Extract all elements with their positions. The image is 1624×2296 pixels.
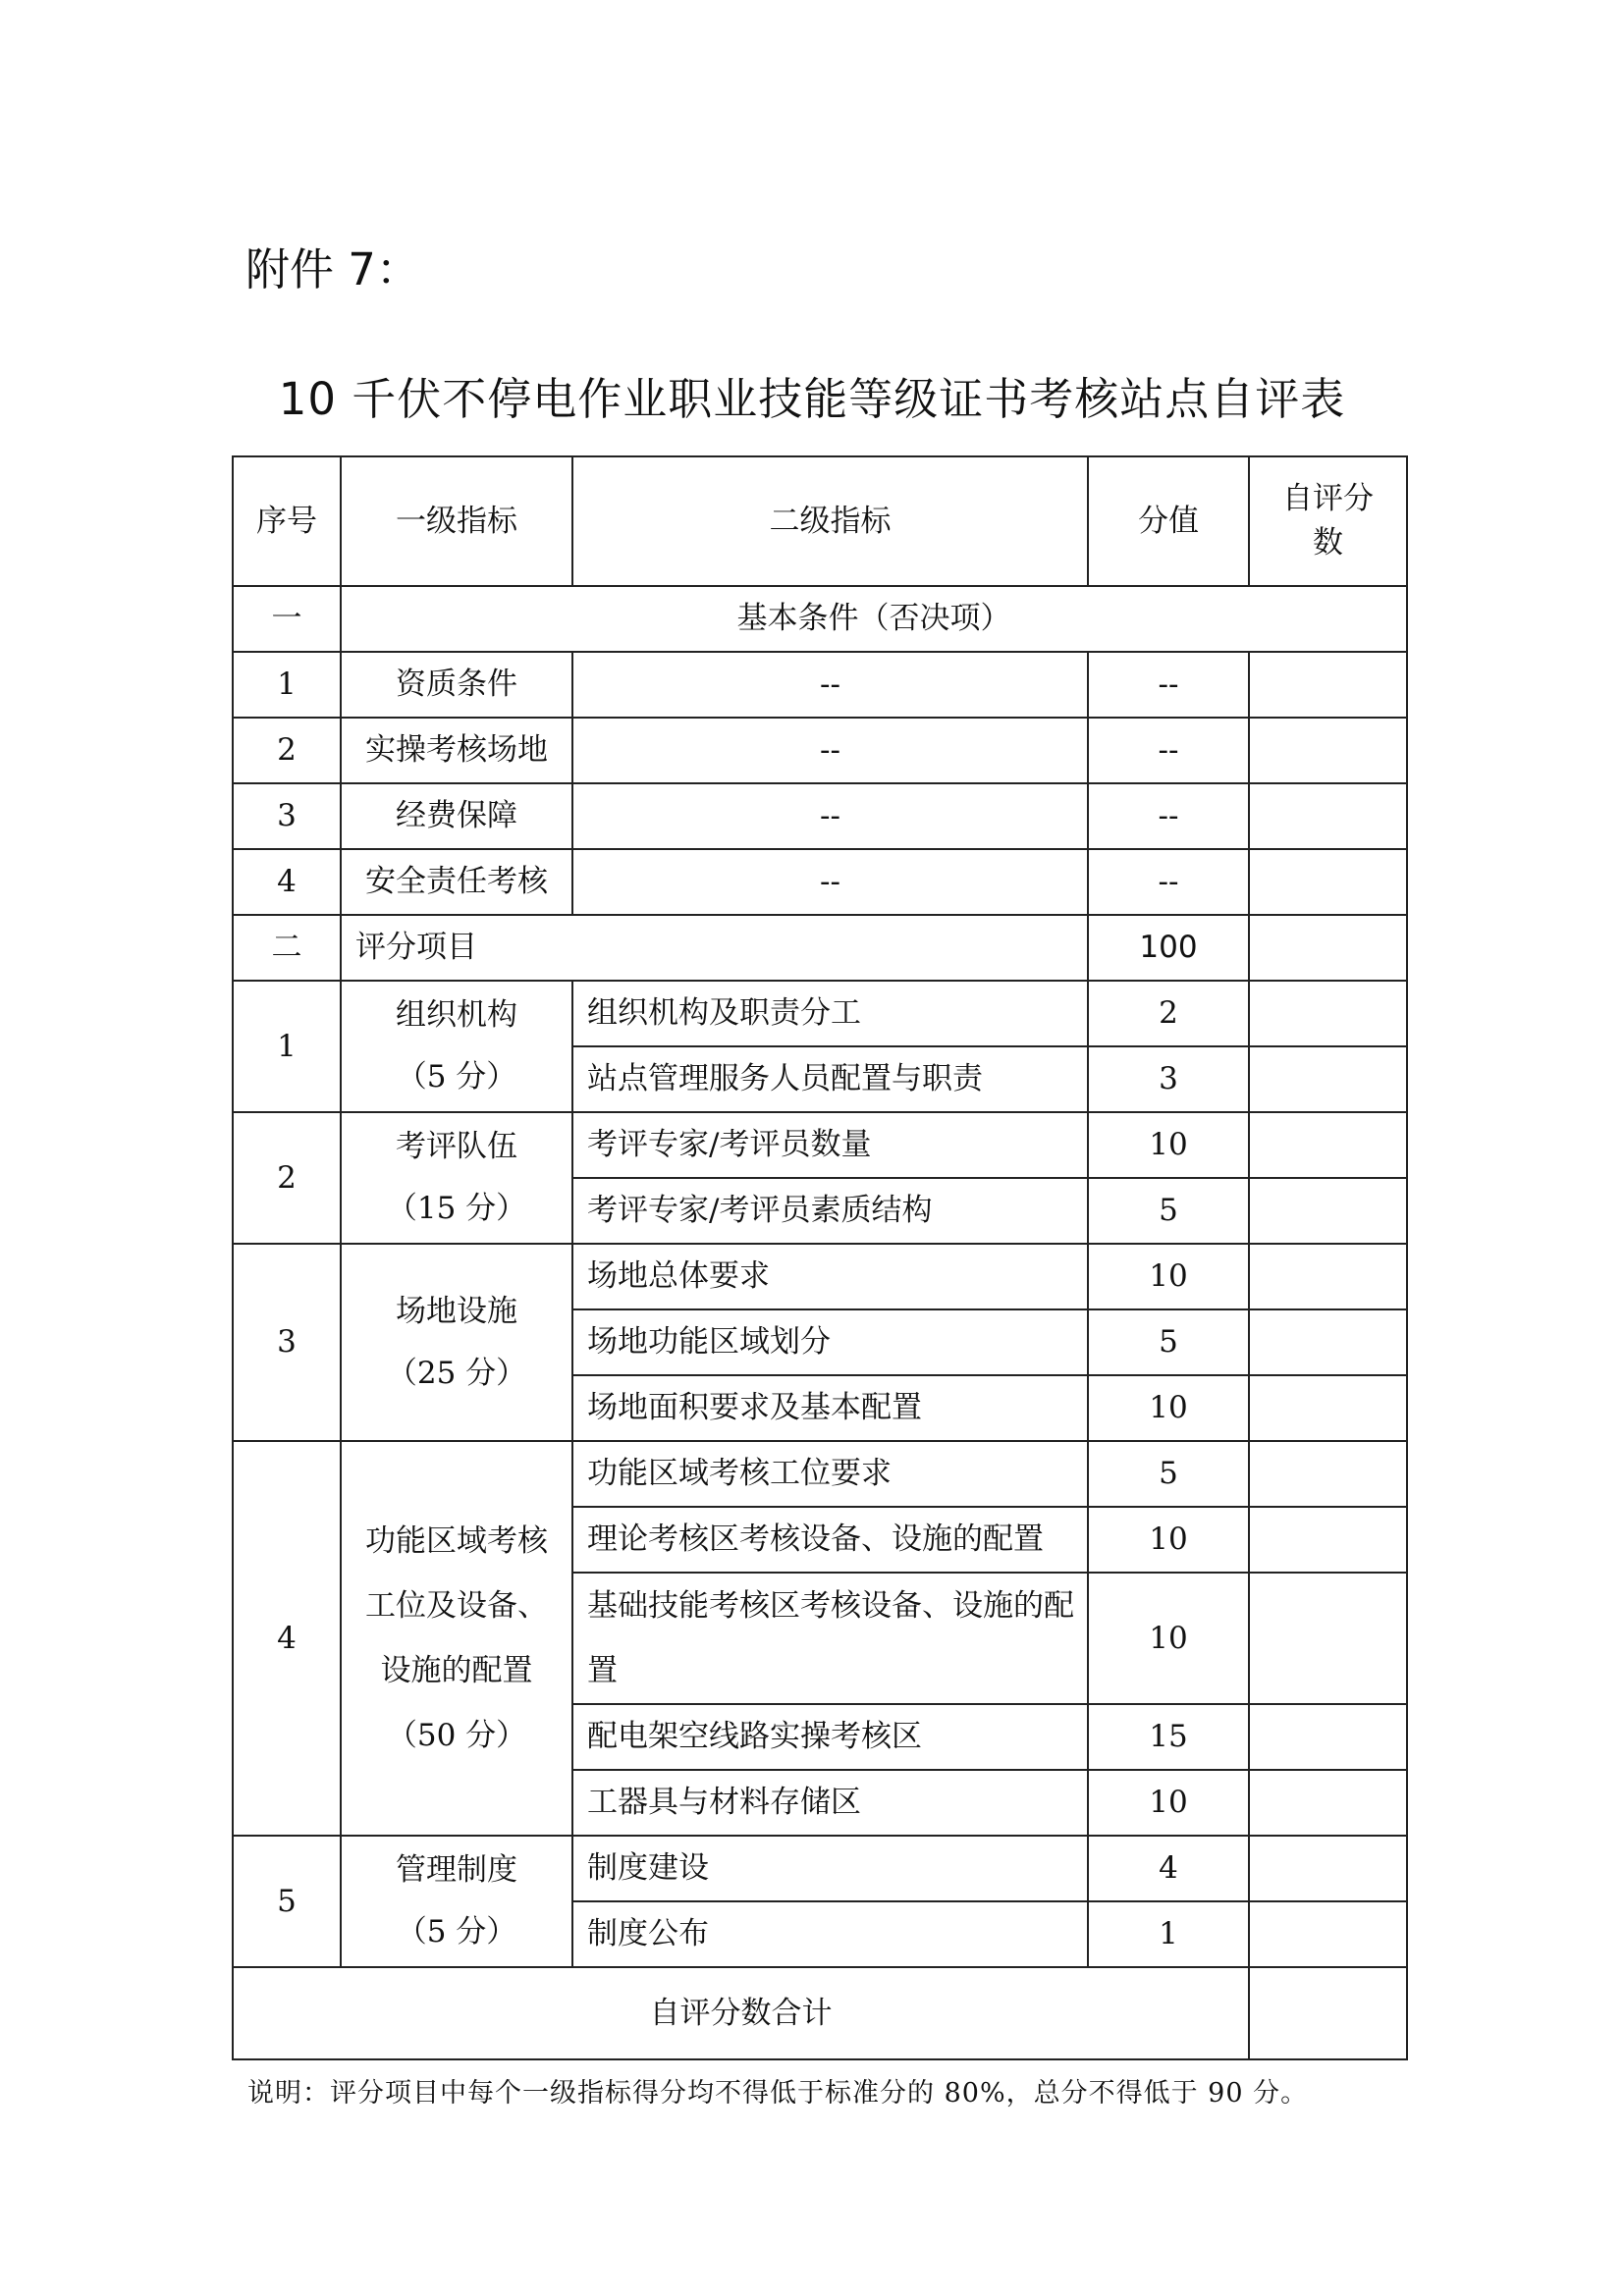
self-score-cell[interactable] [1249,1309,1407,1375]
document-title: 10 千伏不停电作业职业技能等级证书考核站点自评表 [278,373,1346,425]
table-row [233,1441,1407,1507]
section1-no: 一 [233,586,341,652]
group-indicator-points: （50 分） [386,1718,527,1753]
row-score: -- [1088,783,1249,849]
table-row [233,1112,1407,1178]
table-row [233,1244,1407,1309]
self-score-cell[interactable] [1249,1441,1407,1507]
self-score-cell[interactable] [1249,1507,1407,1573]
section2-no: 二 [233,915,341,981]
attachment-label: 附件 7： [245,243,420,295]
row-score: -- [1088,718,1249,783]
group-indicator-name: 管理制度 [396,1852,517,1889]
self-evaluation-table [232,455,1408,2060]
section1-row [233,586,1407,652]
item-score: 5 [1088,1178,1249,1244]
table-row [233,718,1407,783]
header-self-score: 自评分数 [1249,456,1407,586]
item-name: 组织机构及职责分工 [572,981,1088,1046]
group-indicator-points: （15 分） [386,1191,527,1226]
group-indicator-name: 功能区域考核工位及设备、设施的配置 [365,1523,548,1688]
self-score-cell[interactable] [1249,1112,1407,1178]
item-score: 10 [1088,1770,1249,1836]
total-self-score-cell[interactable] [1249,1967,1407,2059]
group-no: 3 [233,1244,341,1441]
total-label: 自评分数合计 [233,1967,1249,2059]
header-level1: 一级指标 [341,456,572,586]
group-indicator [341,1244,572,1441]
section1-title: 基本条件（否决项） [341,586,1407,652]
section2-row [233,915,1407,981]
self-score-cell[interactable] [1249,915,1407,981]
group-indicator [341,981,572,1112]
item-name: 场地功能区域划分 [572,1309,1088,1375]
row-score: -- [1088,849,1249,915]
row-score: -- [1088,652,1249,718]
item-score: 10 [1088,1244,1249,1309]
item-score: 3 [1088,1046,1249,1112]
item-name: 考评专家/考评员素质结构 [572,1178,1088,1244]
section2-title: 评分项目 [341,915,1088,981]
item-score: 10 [1088,1573,1249,1704]
table-header-row [233,456,1407,586]
item-name: 配电架空线路实操考核区 [572,1704,1088,1770]
row-no: 2 [233,718,341,783]
row-no: 3 [233,783,341,849]
item-score: 5 [1088,1309,1249,1375]
item-name: 理论考核区考核设备、设施的配置 [572,1507,1088,1573]
item-name: 功能区域考核工位要求 [572,1441,1088,1507]
row-no: 4 [233,849,341,915]
group-no: 1 [233,981,341,1112]
item-name: 考评专家/考评员数量 [572,1112,1088,1178]
self-score-cell[interactable] [1249,1375,1407,1441]
self-score-cell[interactable] [1249,1770,1407,1836]
row-level2: -- [572,783,1088,849]
row-indicator: 安全责任考核 [341,849,572,915]
item-name: 场地总体要求 [572,1244,1088,1309]
table-row [233,849,1407,915]
group-no: 5 [233,1836,341,1967]
group-indicator-points: （25 分） [386,1355,527,1391]
self-score-cell[interactable] [1249,1901,1407,1967]
item-name: 工器具与材料存储区 [572,1770,1088,1836]
item-score: 10 [1088,1112,1249,1178]
self-score-cell[interactable] [1249,718,1407,783]
item-name: 基础技能考核区考核设备、设施的配置 [572,1573,1088,1704]
header-no: 序号 [233,456,341,586]
row-indicator: 实操考核场地 [341,718,572,783]
item-name: 站点管理服务人员配置与职责 [572,1046,1088,1112]
item-score: 10 [1088,1507,1249,1573]
item-score: 4 [1088,1836,1249,1901]
header-score: 分值 [1088,456,1249,586]
group-indicator-points: （5 分） [396,1059,517,1095]
footnote: 说明：评分项目中每个一级指标得分均不得低于标准分的 80%，总分不得低于 90 分。 [247,2078,1309,2109]
group-indicator-name: 考评队伍 [396,1129,517,1165]
group-no: 4 [233,1441,341,1836]
self-score-cell[interactable] [1249,849,1407,915]
self-score-cell[interactable] [1249,1836,1407,1901]
group-no: 2 [233,1112,341,1244]
item-score: 2 [1088,981,1249,1046]
self-score-cell[interactable] [1249,652,1407,718]
table-row [233,1836,1407,1901]
item-name: 制度公布 [572,1901,1088,1967]
item-name: 制度建设 [572,1836,1088,1901]
group-indicator [341,1441,572,1836]
group-indicator-name: 场地设施 [396,1293,517,1329]
self-score-cell[interactable] [1249,1244,1407,1309]
group-indicator-name: 组织机构 [396,997,517,1034]
row-no: 1 [233,652,341,718]
header-level2: 二级指标 [572,456,1088,586]
group-indicator [341,1112,572,1244]
row-level2: -- [572,718,1088,783]
item-score: 5 [1088,1441,1249,1507]
row-level2: -- [572,849,1088,915]
item-score: 10 [1088,1375,1249,1441]
item-name: 场地面积要求及基本配置 [572,1375,1088,1441]
table-row [233,652,1407,718]
item-score: 1 [1088,1901,1249,1967]
self-score-cell[interactable] [1249,981,1407,1046]
table-row [233,981,1407,1046]
self-score-cell[interactable] [1249,783,1407,849]
row-indicator: 资质条件 [341,652,572,718]
self-score-cell[interactable] [1249,1178,1407,1244]
section2-total: 100 [1088,915,1249,981]
group-indicator [341,1836,572,1967]
table-row [233,783,1407,849]
group-indicator-points: （5 分） [396,1914,517,1949]
row-indicator: 经费保障 [341,783,572,849]
self-score-cell[interactable] [1249,1704,1407,1770]
row-level2: -- [572,652,1088,718]
total-row [233,1967,1407,2059]
self-score-cell[interactable] [1249,1046,1407,1112]
item-score: 15 [1088,1704,1249,1770]
self-score-cell[interactable] [1249,1573,1407,1704]
